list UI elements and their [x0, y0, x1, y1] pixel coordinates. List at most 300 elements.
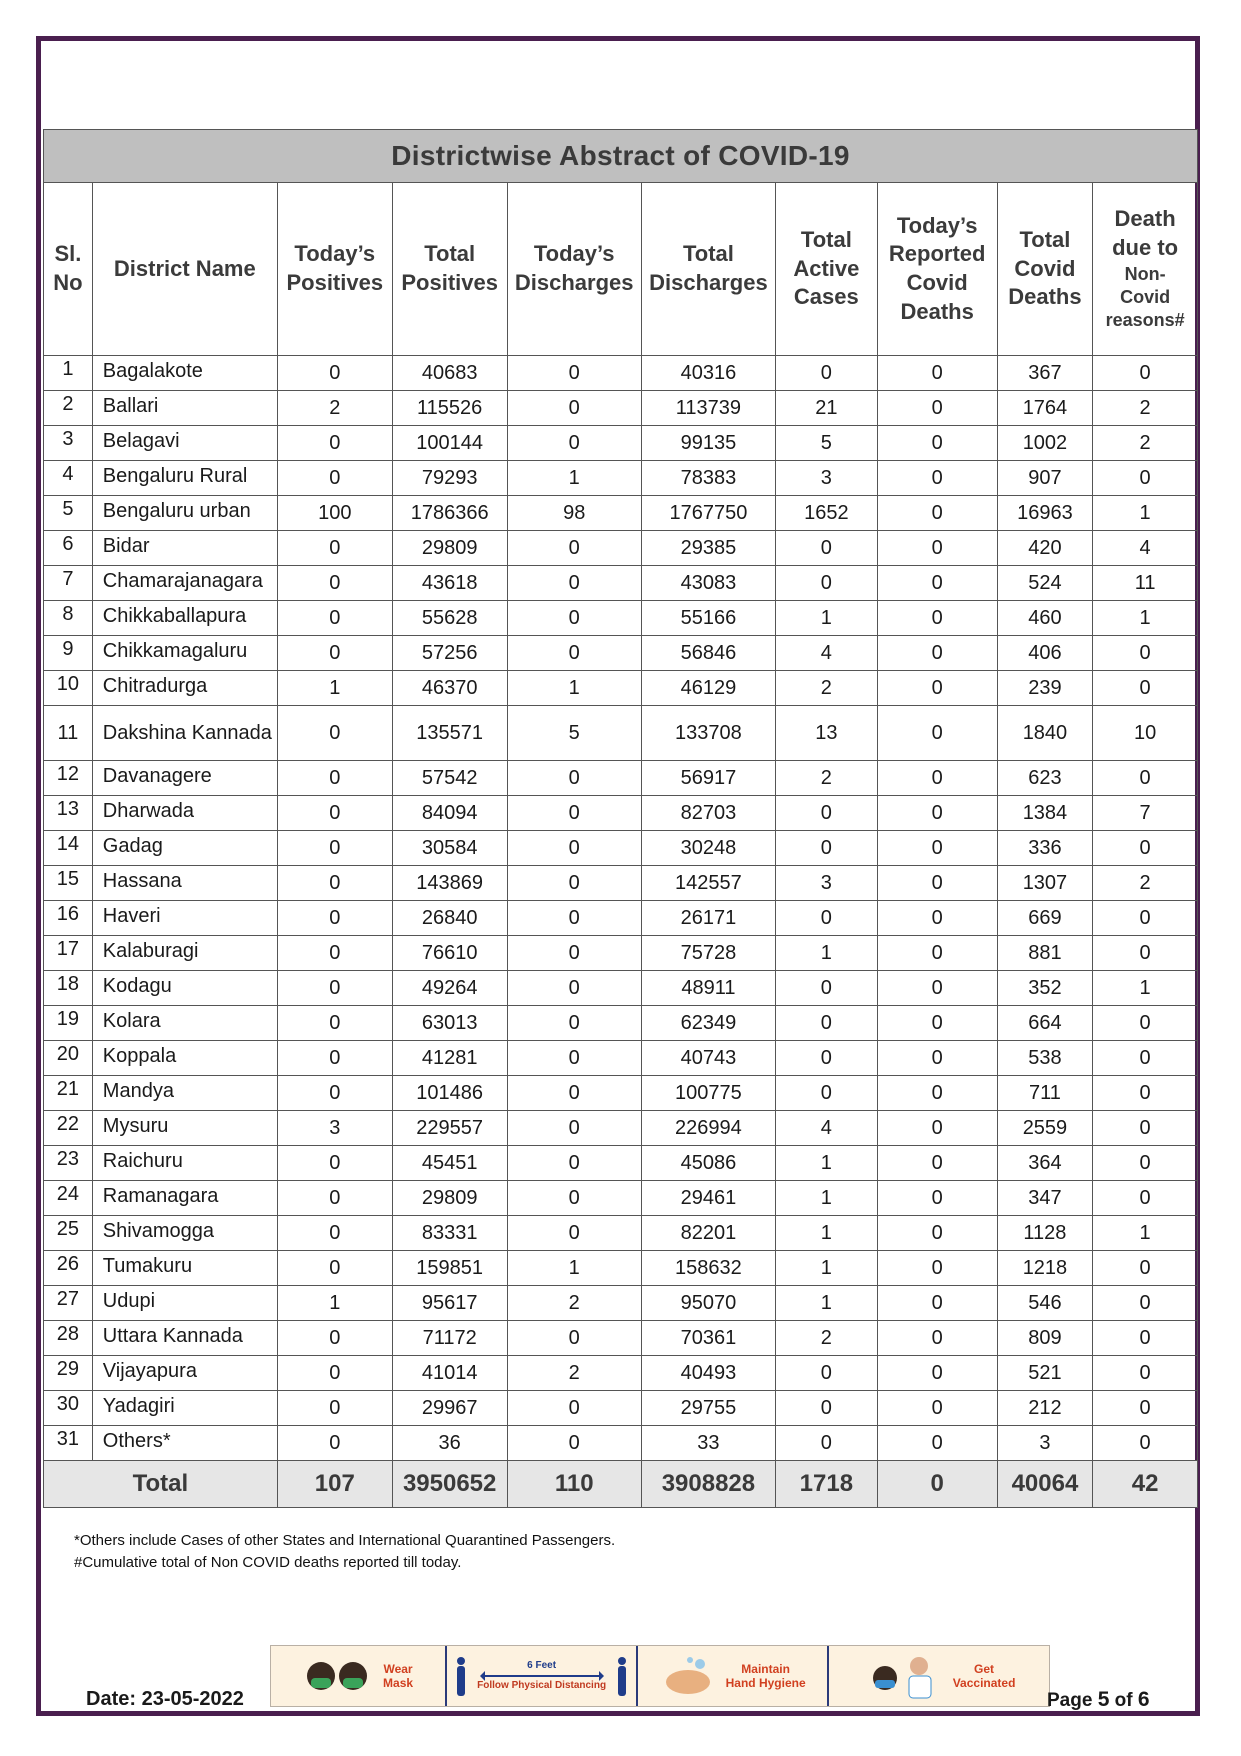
- todays-positives-cell: 0: [277, 356, 392, 391]
- sl-cell: 4: [44, 461, 93, 496]
- active-cases-cell: 4: [776, 636, 878, 671]
- covid-deaths-cell: 3: [997, 1426, 1093, 1461]
- covid-deaths-cell: 546: [997, 1286, 1093, 1321]
- non-covid-deaths-cell: 4: [1093, 531, 1198, 566]
- non-covid-deaths-cell: 1: [1093, 496, 1198, 531]
- header-district-name: District Name: [92, 183, 277, 356]
- sl-cell: 26: [44, 1251, 93, 1286]
- non-covid-deaths-cell: 0: [1093, 1006, 1198, 1041]
- total-positives-cell: 57256: [392, 636, 507, 671]
- total-discharges-cell: 30248: [641, 831, 775, 866]
- todays-positives-cell: 0: [277, 1426, 392, 1461]
- todays-positives-cell: 0: [277, 796, 392, 831]
- total-cell: 1718: [776, 1461, 878, 1508]
- non-covid-deaths-cell: 0: [1093, 1321, 1198, 1356]
- total-positives-cell: 71172: [392, 1321, 507, 1356]
- reported-deaths-cell: 0: [877, 461, 997, 496]
- reported-deaths-cell: 0: [877, 1076, 997, 1111]
- table-row: [44, 356, 1198, 391]
- total-positives-cell: 49264: [392, 971, 507, 1006]
- sl-cell: 8: [44, 601, 93, 636]
- reported-deaths-cell: 0: [877, 1111, 997, 1146]
- active-cases-cell: 0: [776, 796, 878, 831]
- active-cases-cell: 0: [776, 1426, 878, 1461]
- table-row: [44, 566, 1198, 601]
- active-cases-cell: 0: [776, 901, 878, 936]
- todays-positives-cell: 0: [277, 1251, 392, 1286]
- district-cell: Mandya: [92, 1076, 277, 1111]
- covid-deaths-cell: 907: [997, 461, 1093, 496]
- todays-positives-cell: 0: [277, 831, 392, 866]
- todays-positives-cell: 0: [277, 706, 392, 761]
- covid-deaths-cell: 1128: [997, 1216, 1093, 1251]
- sl-cell: 23: [44, 1146, 93, 1181]
- sl-cell: 9: [44, 636, 93, 671]
- covid-deaths-cell: 623: [997, 761, 1093, 796]
- table-row: [44, 1391, 1198, 1426]
- non-covid-deaths-cell: 0: [1093, 1391, 1198, 1426]
- total-cell: 3950652: [392, 1461, 507, 1508]
- covid-deaths-cell: 1307: [997, 866, 1093, 901]
- active-cases-cell: 0: [776, 1356, 878, 1391]
- header-total-active-cases: Total Active Cases: [776, 183, 878, 356]
- reported-deaths-cell: 0: [877, 1146, 997, 1181]
- total-discharges-cell: 29755: [641, 1391, 775, 1426]
- total-positives-cell: 115526: [392, 391, 507, 426]
- todays-positives-cell: 0: [277, 1146, 392, 1181]
- sl-cell: 15: [44, 866, 93, 901]
- covid-deaths-cell: 367: [997, 356, 1093, 391]
- todays-discharges-cell: 0: [507, 1041, 641, 1076]
- todays-discharges-cell: 0: [507, 971, 641, 1006]
- table-row: [44, 636, 1198, 671]
- table-row: [44, 901, 1198, 936]
- todays-discharges-cell: 1: [507, 1251, 641, 1286]
- active-cases-cell: 13: [776, 706, 878, 761]
- todays-discharges-cell: 0: [507, 866, 641, 901]
- footnote-others: *Others include Cases of other States and International Quarantined Passengers.: [74, 1532, 616, 1549]
- non-covid-deaths-cell: 0: [1093, 1426, 1198, 1461]
- total-positives-cell: 26840: [392, 901, 507, 936]
- header-todays-discharges: Today’s Discharges: [507, 183, 641, 356]
- total-positives-cell: 57542: [392, 761, 507, 796]
- covid-deaths-cell: 212: [997, 1391, 1093, 1426]
- sl-cell: 12: [44, 761, 93, 796]
- todays-discharges-cell: 0: [507, 1391, 641, 1426]
- sl-cell: 19: [44, 1006, 93, 1041]
- district-cell: Udupi: [92, 1286, 277, 1321]
- total-positives-cell: 229557: [392, 1111, 507, 1146]
- non-covid-deaths-cell: 0: [1093, 1251, 1198, 1286]
- table-row: [44, 1426, 1198, 1461]
- total-positives-cell: 30584: [392, 831, 507, 866]
- district-cell: Others*: [92, 1426, 277, 1461]
- district-cell: Dakshina Kannada: [92, 706, 277, 761]
- reported-deaths-cell: 0: [877, 1181, 997, 1216]
- todays-positives-cell: 0: [277, 1356, 392, 1391]
- total-positives-cell: 101486: [392, 1076, 507, 1111]
- sl-cell: 25: [44, 1216, 93, 1251]
- table-row: [44, 1356, 1198, 1391]
- active-cases-cell: 0: [776, 566, 878, 601]
- active-cases-cell: 0: [776, 1076, 878, 1111]
- active-cases-cell: 1: [776, 1181, 878, 1216]
- table-row: [44, 1321, 1198, 1356]
- sl-cell: 29: [44, 1356, 93, 1391]
- table-row: [44, 1111, 1198, 1146]
- reported-deaths-cell: 0: [877, 496, 997, 531]
- total-discharges-cell: 40493: [641, 1356, 775, 1391]
- reported-deaths-cell: 0: [877, 426, 997, 461]
- total-discharges-cell: 40743: [641, 1041, 775, 1076]
- covid-deaths-cell: 336: [997, 831, 1093, 866]
- total-positives-cell: 84094: [392, 796, 507, 831]
- todays-discharges-cell: 0: [507, 356, 641, 391]
- todays-positives-cell: 1: [277, 671, 392, 706]
- table-row: [44, 461, 1198, 496]
- district-cell: Ballari: [92, 391, 277, 426]
- active-cases-cell: 3: [776, 866, 878, 901]
- covid-abstract-table: [43, 129, 1198, 1508]
- active-cases-cell: 1: [776, 936, 878, 971]
- todays-positives-cell: 3: [277, 1111, 392, 1146]
- sl-cell: 5: [44, 496, 93, 531]
- todays-positives-cell: 0: [277, 461, 392, 496]
- covid-deaths-cell: 364: [997, 1146, 1093, 1181]
- non-covid-deaths-cell: 7: [1093, 796, 1198, 831]
- table-row: [44, 496, 1198, 531]
- total-discharges-cell: 82201: [641, 1216, 775, 1251]
- table-row: [44, 1006, 1198, 1041]
- total-positives-cell: 46370: [392, 671, 507, 706]
- total-positives-cell: 45451: [392, 1146, 507, 1181]
- district-cell: Ramanagara: [92, 1181, 277, 1216]
- todays-discharges-cell: 1: [507, 461, 641, 496]
- total-discharges-cell: 95070: [641, 1286, 775, 1321]
- total-positives-cell: 29967: [392, 1391, 507, 1426]
- non-covid-deaths-cell: 0: [1093, 1146, 1198, 1181]
- non-covid-deaths-cell: 1: [1093, 1216, 1198, 1251]
- covid-deaths-cell: 16963: [997, 496, 1093, 531]
- total-positives-cell: 55628: [392, 601, 507, 636]
- covid-deaths-cell: 521: [997, 1356, 1093, 1391]
- todays-discharges-cell: 0: [507, 531, 641, 566]
- active-cases-cell: 21: [776, 391, 878, 426]
- sl-cell: 6: [44, 531, 93, 566]
- total-discharges-cell: 26171: [641, 901, 775, 936]
- distance-arrow-icon: [482, 1675, 602, 1677]
- reported-deaths-cell: 0: [877, 901, 997, 936]
- non-covid-deaths-cell: 2: [1093, 391, 1198, 426]
- covid-deaths-cell: 524: [997, 566, 1093, 601]
- non-covid-deaths-cell: 1: [1093, 601, 1198, 636]
- covid-deaths-cell: 1764: [997, 391, 1093, 426]
- non-covid-deaths-cell: 0: [1093, 671, 1198, 706]
- district-cell: Chikkaballapura: [92, 601, 277, 636]
- todays-discharges-cell: 5: [507, 706, 641, 761]
- todays-discharges-cell: 0: [507, 1146, 641, 1181]
- table-row: [44, 796, 1198, 831]
- covid-deaths-cell: 352: [997, 971, 1093, 1006]
- non-covid-deaths-cell: 11: [1093, 566, 1198, 601]
- reported-deaths-cell: 0: [877, 831, 997, 866]
- non-covid-deaths-cell: 2: [1093, 866, 1198, 901]
- todays-discharges-cell: 2: [507, 1356, 641, 1391]
- banner-wear-mask: Wear Mask: [271, 1646, 445, 1706]
- todays-positives-cell: 0: [277, 1006, 392, 1041]
- total-discharges-cell: 48911: [641, 971, 775, 1006]
- total-discharges-cell: 55166: [641, 601, 775, 636]
- todays-positives-cell: 0: [277, 636, 392, 671]
- active-cases-cell: 0: [776, 1391, 878, 1426]
- table-row: [44, 391, 1198, 426]
- district-cell: Dharwada: [92, 796, 277, 831]
- reported-deaths-cell: 0: [877, 356, 997, 391]
- district-cell: Kodagu: [92, 971, 277, 1006]
- todays-discharges-cell: 0: [507, 601, 641, 636]
- district-cell: Mysuru: [92, 1111, 277, 1146]
- sl-cell: 24: [44, 1181, 93, 1216]
- todays-discharges-cell: 0: [507, 1006, 641, 1041]
- reported-deaths-cell: 0: [877, 1321, 997, 1356]
- active-cases-cell: 0: [776, 971, 878, 1006]
- total-discharges-cell: 56917: [641, 761, 775, 796]
- header-total-discharges: Total Discharges: [641, 183, 775, 356]
- header-non-covid-deaths: Death due to Non- Covid reasons#: [1093, 183, 1198, 356]
- todays-positives-cell: 0: [277, 866, 392, 901]
- total-discharges-cell: 46129: [641, 671, 775, 706]
- column-headers: [44, 183, 1198, 356]
- non-covid-deaths-cell: 10: [1093, 706, 1198, 761]
- covid-deaths-cell: 809: [997, 1321, 1093, 1356]
- todays-discharges-cell: 1: [507, 671, 641, 706]
- todays-discharges-cell: 0: [507, 566, 641, 601]
- total-discharges-cell: 133708: [641, 706, 775, 761]
- todays-positives-cell: 0: [277, 1076, 392, 1111]
- todays-positives-cell: 100: [277, 496, 392, 531]
- reported-deaths-cell: 0: [877, 1391, 997, 1426]
- non-covid-deaths-cell: 0: [1093, 936, 1198, 971]
- active-cases-cell: 1: [776, 1216, 878, 1251]
- header-todays-positives: Today’s Positives: [277, 183, 392, 356]
- reported-deaths-cell: 0: [877, 601, 997, 636]
- page-number: Page 5 of 6: [1047, 1688, 1150, 1711]
- district-cell: Uttara Kannada: [92, 1321, 277, 1356]
- sl-cell: 11: [44, 706, 93, 761]
- active-cases-cell: 1652: [776, 496, 878, 531]
- active-cases-cell: 2: [776, 1321, 878, 1356]
- reported-deaths-cell: 0: [877, 1006, 997, 1041]
- todays-discharges-cell: 0: [507, 391, 641, 426]
- non-covid-deaths-cell: 0: [1093, 1181, 1198, 1216]
- total-discharges-cell: 1767750: [641, 496, 775, 531]
- todays-positives-cell: 0: [277, 936, 392, 971]
- todays-discharges-cell: 0: [507, 761, 641, 796]
- active-cases-cell: 1: [776, 1251, 878, 1286]
- total-label: Total: [44, 1461, 278, 1508]
- total-cell: 107: [277, 1461, 392, 1508]
- active-cases-cell: 0: [776, 356, 878, 391]
- total-discharges-cell: 33: [641, 1426, 775, 1461]
- total-positives-cell: 100144: [392, 426, 507, 461]
- total-discharges-cell: 56846: [641, 636, 775, 671]
- covid-deaths-cell: 1384: [997, 796, 1093, 831]
- active-cases-cell: 0: [776, 1041, 878, 1076]
- covid-deaths-cell: 711: [997, 1076, 1093, 1111]
- footnotes: [74, 1530, 615, 1574]
- total-discharges-cell: 158632: [641, 1251, 775, 1286]
- covid-deaths-cell: 1840: [997, 706, 1093, 761]
- active-cases-cell: 5: [776, 426, 878, 461]
- active-cases-cell: 0: [776, 831, 878, 866]
- sl-cell: 13: [44, 796, 93, 831]
- todays-positives-cell: 0: [277, 901, 392, 936]
- table-row: [44, 1216, 1198, 1251]
- total-discharges-cell: 99135: [641, 426, 775, 461]
- todays-discharges-cell: 0: [507, 796, 641, 831]
- reported-deaths-cell: 0: [877, 1041, 997, 1076]
- todays-positives-cell: 0: [277, 1041, 392, 1076]
- todays-discharges-cell: 0: [507, 1181, 641, 1216]
- header-todays-reported-deaths: Today’s Reported Covid Deaths: [877, 183, 997, 356]
- todays-positives-cell: 0: [277, 1321, 392, 1356]
- total-discharges-cell: 142557: [641, 866, 775, 901]
- todays-discharges-cell: 0: [507, 901, 641, 936]
- todays-positives-cell: 0: [277, 1181, 392, 1216]
- banner-vaccinated: Get Vaccinated: [827, 1646, 1049, 1706]
- active-cases-cell: 1: [776, 1146, 878, 1181]
- vaccination-icon: [863, 1652, 943, 1700]
- footnote-non-covid: #Cumulative total of Non COVID deaths reported till today.: [74, 1554, 462, 1571]
- table-row: [44, 671, 1198, 706]
- header-total-positives: Total Positives: [392, 183, 507, 356]
- todays-discharges-cell: 98: [507, 496, 641, 531]
- non-covid-deaths-cell: 0: [1093, 1356, 1198, 1391]
- total-positives-cell: 79293: [392, 461, 507, 496]
- total-positives-cell: 143869: [392, 866, 507, 901]
- active-cases-cell: 3: [776, 461, 878, 496]
- active-cases-cell: 1: [776, 1286, 878, 1321]
- active-cases-cell: 2: [776, 671, 878, 706]
- district-cell: Shivamogga: [92, 1216, 277, 1251]
- non-covid-deaths-cell: 0: [1093, 1041, 1198, 1076]
- covid-deaths-cell: 669: [997, 901, 1093, 936]
- reported-deaths-cell: 0: [877, 1356, 997, 1391]
- reported-deaths-cell: 0: [877, 706, 997, 761]
- table-row: [44, 831, 1198, 866]
- reported-deaths-cell: 0: [877, 971, 997, 1006]
- district-cell: Bagalakote: [92, 356, 277, 391]
- district-cell: Raichuru: [92, 1146, 277, 1181]
- total-discharges-cell: 226994: [641, 1111, 775, 1146]
- district-cell: Kolara: [92, 1006, 277, 1041]
- table-row: [44, 1181, 1198, 1216]
- district-cell: Hassana: [92, 866, 277, 901]
- reported-deaths-cell: 0: [877, 531, 997, 566]
- total-positives-cell: 95617: [392, 1286, 507, 1321]
- table-row: [44, 1286, 1198, 1321]
- covid-deaths-cell: 664: [997, 1006, 1093, 1041]
- sl-cell: 31: [44, 1426, 93, 1461]
- sl-cell: 21: [44, 1076, 93, 1111]
- person-icon: [455, 1656, 467, 1696]
- sl-cell: 16: [44, 901, 93, 936]
- table-row: [44, 601, 1198, 636]
- active-cases-cell: 4: [776, 1111, 878, 1146]
- sl-cell: 18: [44, 971, 93, 1006]
- table-row: [44, 1146, 1198, 1181]
- total-discharges-cell: 78383: [641, 461, 775, 496]
- total-positives-cell: 41014: [392, 1356, 507, 1391]
- total-cell: 42: [1093, 1461, 1198, 1508]
- banner-hand-hygiene: Maintain Hand Hygiene: [636, 1646, 827, 1706]
- table-row: [44, 1251, 1198, 1286]
- district-cell: Belagavi: [92, 426, 277, 461]
- reported-deaths-cell: 0: [877, 796, 997, 831]
- non-covid-deaths-cell: 0: [1093, 761, 1198, 796]
- reported-deaths-cell: 0: [877, 936, 997, 971]
- district-cell: Yadagiri: [92, 1391, 277, 1426]
- table-row: [44, 761, 1198, 796]
- total-discharges-cell: 70361: [641, 1321, 775, 1356]
- district-cell: Kalaburagi: [92, 936, 277, 971]
- reported-deaths-cell: 0: [877, 1426, 997, 1461]
- todays-positives-cell: 0: [277, 566, 392, 601]
- total-discharges-cell: 43083: [641, 566, 775, 601]
- total-discharges-cell: 62349: [641, 1006, 775, 1041]
- safety-banner: [270, 1645, 1050, 1707]
- header-sl-no: Sl. No: [44, 183, 93, 356]
- reported-deaths-cell: 0: [877, 1216, 997, 1251]
- reported-deaths-cell: 0: [877, 1251, 997, 1286]
- sl-cell: 2: [44, 391, 93, 426]
- table-title: Districtwise Abstract of COVID-19: [44, 130, 1198, 183]
- covid-deaths-cell: 881: [997, 936, 1093, 971]
- total-positives-cell: 76610: [392, 936, 507, 971]
- sl-cell: 27: [44, 1286, 93, 1321]
- total-positives-cell: 29809: [392, 531, 507, 566]
- district-cell: Chamarajanagara: [92, 566, 277, 601]
- reported-deaths-cell: 0: [877, 671, 997, 706]
- todays-discharges-cell: 0: [507, 1216, 641, 1251]
- total-discharges-cell: 75728: [641, 936, 775, 971]
- district-cell: Bengaluru Rural: [92, 461, 277, 496]
- todays-positives-cell: 0: [277, 426, 392, 461]
- table-row: [44, 531, 1198, 566]
- masked-faces-icon: [303, 1654, 373, 1698]
- todays-discharges-cell: 0: [507, 1076, 641, 1111]
- district-cell: Davanagere: [92, 761, 277, 796]
- district-cell: Haveri: [92, 901, 277, 936]
- active-cases-cell: 2: [776, 761, 878, 796]
- todays-positives-cell: 0: [277, 1391, 392, 1426]
- reported-deaths-cell: 0: [877, 566, 997, 601]
- active-cases-cell: 0: [776, 531, 878, 566]
- sl-cell: 30: [44, 1391, 93, 1426]
- non-covid-deaths-cell: 0: [1093, 1076, 1198, 1111]
- todays-positives-cell: 0: [277, 1216, 392, 1251]
- total-positives-cell: 1786366: [392, 496, 507, 531]
- total-discharges-cell: 45086: [641, 1146, 775, 1181]
- sl-cell: 10: [44, 671, 93, 706]
- non-covid-deaths-cell: 0: [1093, 636, 1198, 671]
- total-cell: 40064: [997, 1461, 1093, 1508]
- header-total-covid-deaths: Total Covid Deaths: [997, 183, 1093, 356]
- sl-cell: 20: [44, 1041, 93, 1076]
- total-discharges-cell: 40316: [641, 356, 775, 391]
- total-cell: 3908828: [641, 1461, 775, 1508]
- covid-deaths-cell: 538: [997, 1041, 1093, 1076]
